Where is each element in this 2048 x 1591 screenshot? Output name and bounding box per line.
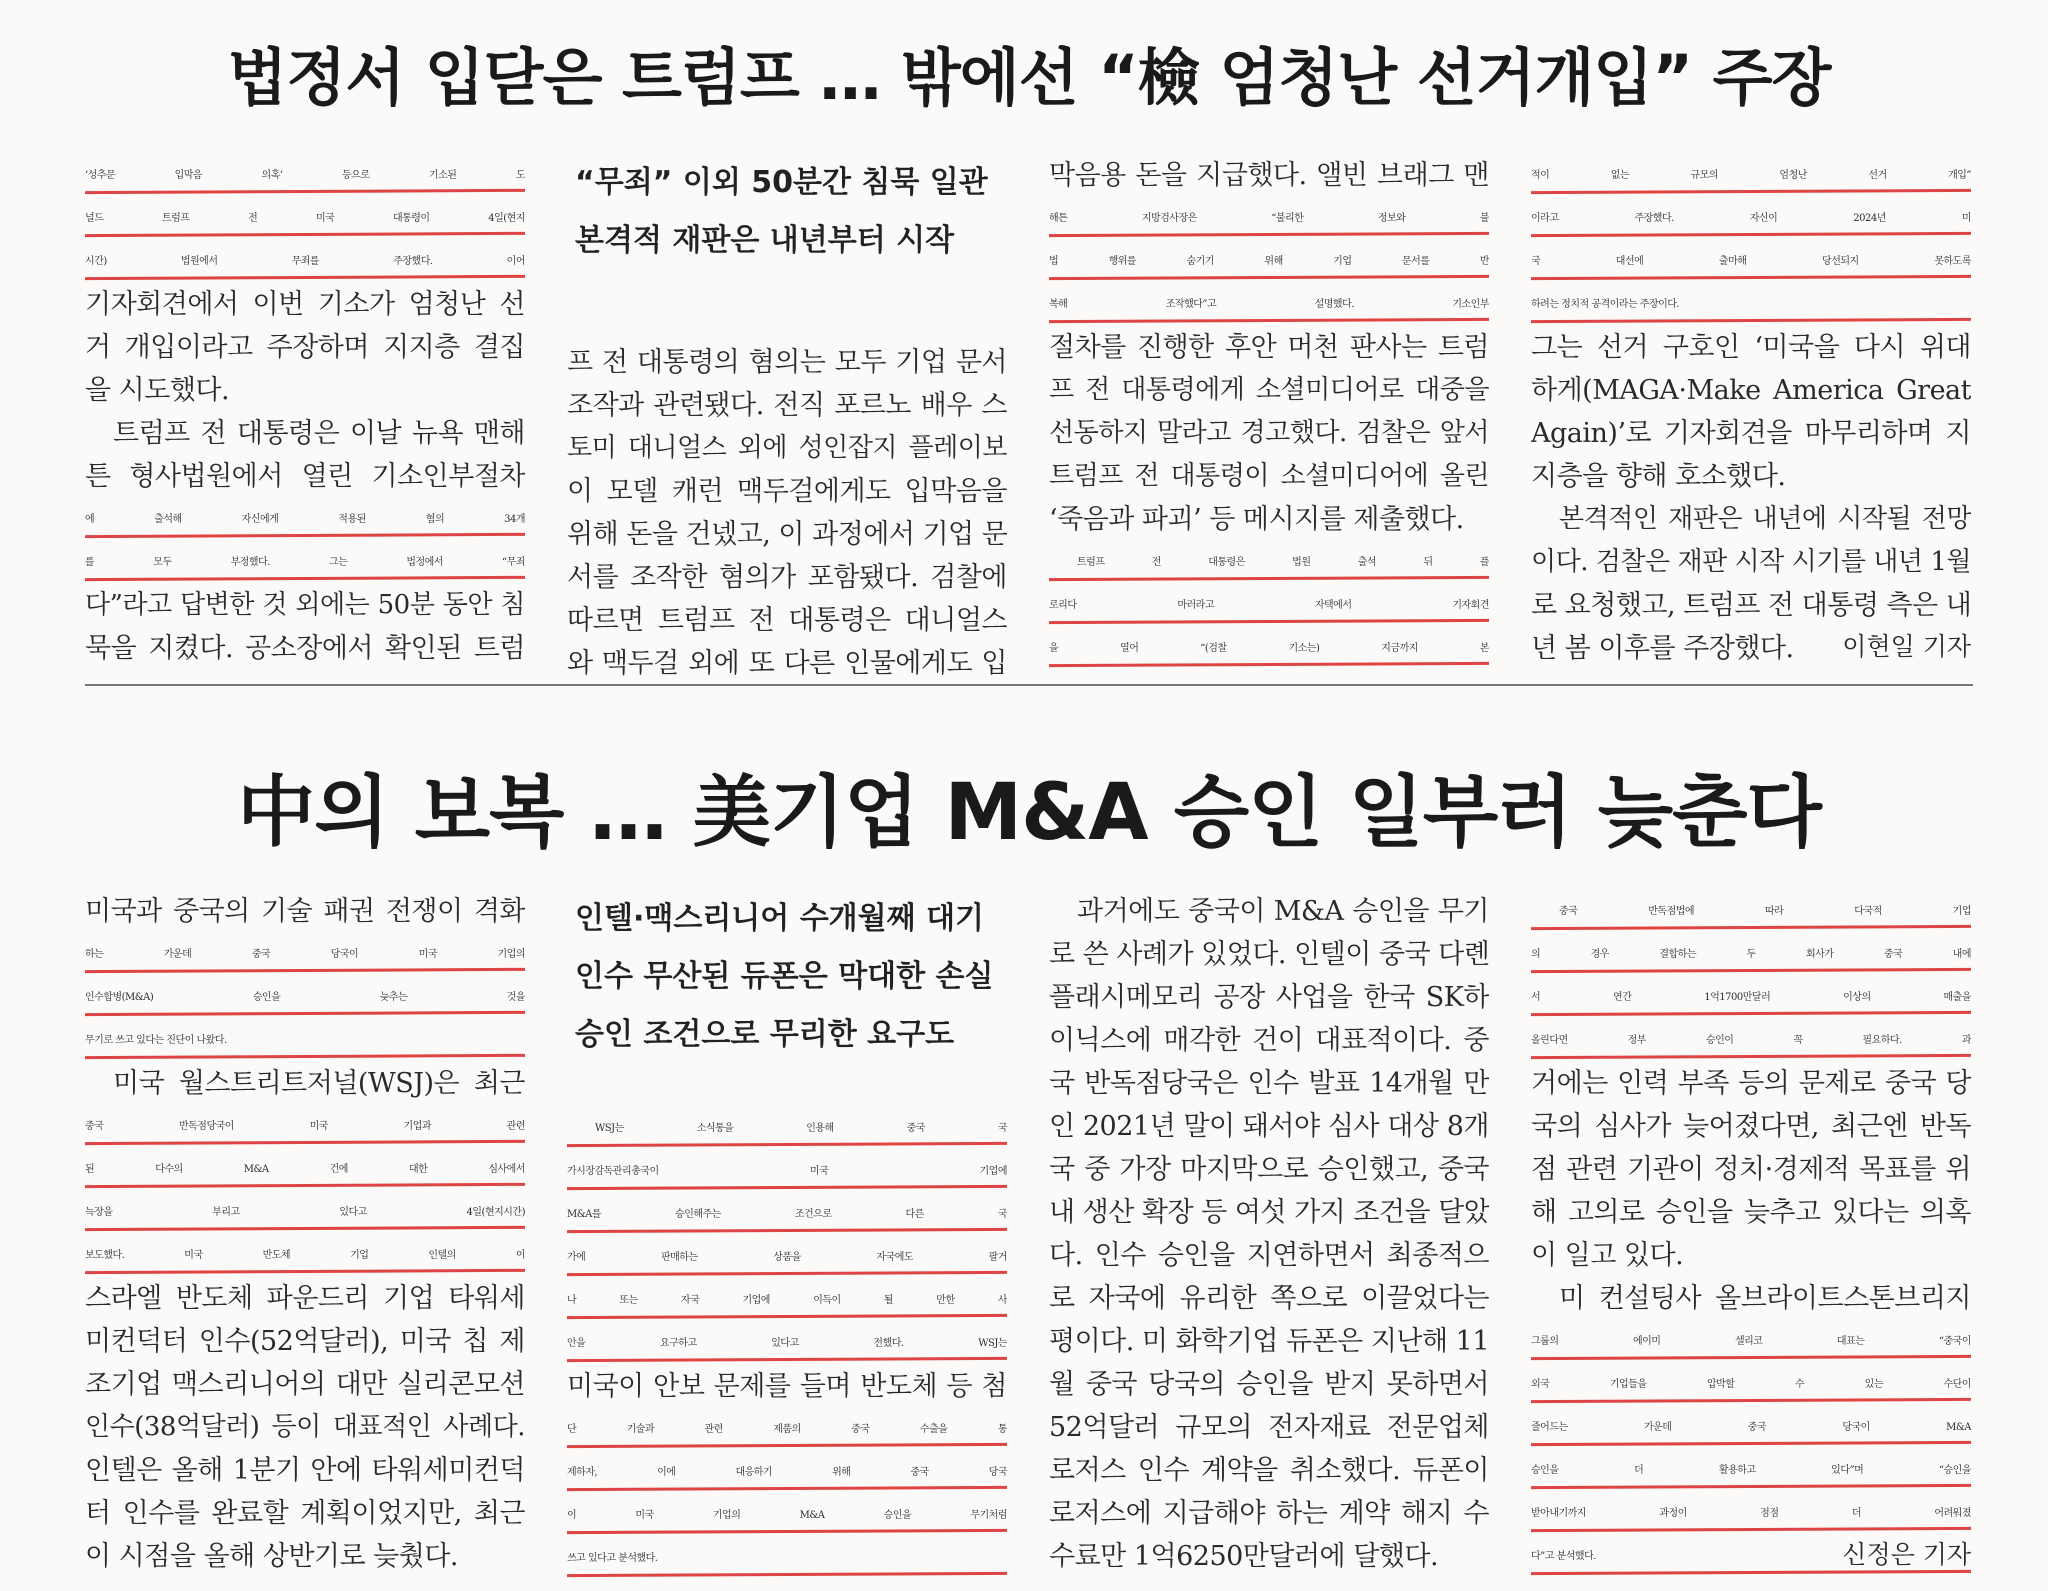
article-trump [85,0,1973,680]
text-line: 트럼프 전 대통령이 소셜미디어에 올린 [1049,461,1489,491]
underlined-text-line: 외국 기업들을 압박할 수 있는 수단이 [1531,1363,1971,1406]
text-line: 로 쓴 사례가 있었다. 인텔이 중국 다롄 [1049,939,1489,970]
underlined-text-line: 로리다 마러라고 자택에서 기자회견 [1049,584,1489,627]
text-line: 로저스에 지급해야 하는 계약 해지 수 [1049,1498,1489,1529]
article1-col2 [567,154,1007,685]
text-line: 년 봄 이후를 주장했다. [1531,633,1794,664]
text-line: 과거에도 중국이 M&A 승인을 무기 [1077,896,1489,927]
article1-col2-body [567,341,1007,685]
text-line: 인 2021년 말이 돼서야 심사 대상 8개 [1049,1111,1489,1142]
text-line: 본격적인 재판은 내년에 시작될 전망 [1559,504,1971,534]
article2-col2 [567,890,1007,1580]
article2-col1 [85,890,525,1578]
headline-china-ma: 中의 보복 … 美기업 M&A 승인 일부러 늦춘다 [237,768,1821,858]
underlined-text-line: 이라고 주장했다. 자신이 2024년 미 [1531,197,1971,240]
article1-col4 [1531,154,1971,670]
article2-subhead [575,890,1007,1064]
text-line: 월 중국 당국의 승인을 받지 못하면서 [1049,1369,1489,1400]
text-line: 트럼프 전 대통령은 이날 뉴욕 맨해 [113,418,525,449]
underlined-text-line: 다”고 분석했다. [1531,1535,1971,1578]
text-line: 그는 선거 구호인 ‘미국을 다시 위대 [1531,332,1971,363]
text-line: 다. 인수 승인을 지연하면서 최종적으 [1049,1240,1489,1271]
text-line: 서를 조작한 혐의가 포함됐다. 검찰에 [567,562,1007,593]
article1-subhead [575,154,1007,270]
text-line: 절차를 진행한 후안 머천 판사는 트럼 [1049,332,1489,363]
underlined-text-line: 서 연간 1억1700만달러 이상의 매출을 [1531,976,1971,1019]
section-divider [85,684,1973,686]
text-line: 거에는 인력 부족 등의 문제로 중국 당 [1531,1068,1971,1099]
text-line: 로저스 인수 계약을 취소했다. 듀폰이 [1049,1455,1489,1486]
text-line: 따르면 트럼프 전 대통령은 대니얼스 [567,605,1007,636]
text-line: 미컨덕터 인수(52억달러), 미국 칩 제 [85,1326,525,1357]
text-line: 튼 형사법원에서 열린 기소인부절차 [85,461,525,492]
text-line: 내 생산 확장 등 여섯 가지 조건을 달았 [1049,1197,1489,1228]
text-line: 로 요청했고, 트럼프 전 대통령 측은 내 [1531,590,1971,621]
text-line: 토미 대니얼스 외에 성인잡지 플레이보 [567,433,1007,463]
headline-trump: 법정서 입닫은 트럼프 … 밖에선 “檢 엄청난 선거개입” 주장 [227,41,1831,114]
underlined-text-line: 무기로 쓰고 있다는 진단이 나왔다. [85,1019,525,1062]
text-line: 이 시점을 올해 상반기로 늦췄다. [85,1541,458,1572]
underlined-text-line: WSJ는 소식통을 인용해 중국 국 [567,1107,1007,1150]
text-line: 이닉스에 매각한 건이 대표적이다. 중 [1049,1025,1489,1056]
article2-col3 [1049,890,1489,1578]
subhead-line: 인텔·맥스리니어 수개월째 대기 [575,901,985,936]
text-line: 52억달러 규모의 전자재료 전문업체 [1049,1412,1489,1443]
text-line: 막음용 돈을 지급했다. 앨빈 브래그 맨 [1049,160,1489,191]
text-line: 선동하지 말라고 경고했다. 검찰은 앞서 [1049,418,1489,448]
text-line: 이 일고 있다. [1531,1240,1684,1271]
article2-col2-body [567,1107,1007,1580]
article-china-ma [85,700,1973,1591]
text-line: 거 개입이라고 주장하며 지지층 결집 [85,332,525,363]
underlined-text-line: 적이 없는 규모의 엄청난 선거 개입” [1531,154,1971,197]
underlined-text-line: 복해 조작했다”고 설명했다. 기소인부 [1049,283,1489,326]
subhead-line: 본격적 재판은 내년부터 시작 [575,223,955,258]
underlined-text-line: 하는 가운데 중국 당국이 미국 기업의 [85,933,525,976]
underlined-text-line: 승인을 더 활용하고 있다”며 “승인을 [1531,1449,1971,1492]
text-line: 인텔은 올해 1분기 안에 타워세미컨덕 [85,1455,525,1486]
text-line: 을 시도했다. [85,375,230,406]
text-line: 이 모델 캐런 맥두걸에게도 입막음을 [567,476,1007,507]
underlined-text-line: 이 미국 기업의 M&A 승인을 무기처럼 [567,1494,1007,1537]
text-line: 프 전 대통령에게 소셜미디어로 대중을 [1049,375,1489,405]
underlined-text-line: 트럼프 전 대통령은 법원 출석 뒤 플 [1049,541,1489,584]
underlined-text-line: 에 출석해 자신에게 적용된 혐의 34개 [85,498,525,541]
text-line: 미국 월스트리트저널(WSJ)은 최근 [113,1068,525,1099]
text-line: 조기업 맥스리니어의 대만 실리콘모션 [85,1369,525,1400]
text-line: 기자회견에서 이번 기소가 엄청난 선 [85,289,525,320]
text-line: 터 인수를 완료할 계획이었지만, 최근 [85,1498,525,1529]
text-line: 평이다. 미 화학기업 듀폰은 지난해 11 [1049,1326,1489,1357]
text-line: 미국과 중국의 기술 패권 전쟁이 격화 [85,896,525,927]
underlined-text-line: ‘성추문 입막음 의혹’ 등으로 기소된 도 [85,154,525,197]
text-line: 하게(MAGA·Make America Great [1531,375,1971,406]
text-line: Again)’로 기자회견을 마무리하며 지 [1531,418,1971,449]
text-line: 위해 돈을 건넸고, 이 과정에서 기업 문 [567,519,1007,550]
underlined-text-line: 을 열어 “(검찰 기소는) 지금까지 본 [1049,627,1489,670]
underlined-text-line: 해튼 지방검사장은 “불리한 정보와 불 [1049,197,1489,240]
text-line: 다”라고 답변한 것 외에는 50분 동안 침 [85,590,525,620]
article2-col4 [1531,890,1971,1578]
underlined-text-line: 인수합병(M&A) 승인을 늦추는 것을 [85,976,525,1019]
text-line: 로 자국에 유리한 쪽으로 이끌었다는 [1049,1283,1489,1314]
underlined-text-line: 가시장감독관리총국이 미국 기업에 [567,1150,1007,1193]
byline: 신정은 기자 [1842,1540,1971,1569]
underlined-text-line: 중국 반독점당국이 미국 기업과 관련 [85,1105,525,1148]
underlined-text-line: 단 기술과 관련 제품의 중국 수출을 통 [567,1408,1007,1451]
article1-col4-body [1531,154,1971,670]
underlined-text-line: 시간) 법원에서 무죄를 주장했다. 이어 [85,240,525,283]
subhead-line: 승인 조건으로 무리한 요구도 [575,1017,955,1052]
underlined-text-line: 그룹의 에이미 셀리코 대표는 “중국이 [1531,1320,1971,1363]
underlined-text-line: 늑장을 부리고 있다고 4일(현지시간) [85,1191,525,1234]
text-line: 점 관련 기관이 정치·경제적 목표를 위 [1531,1154,1971,1185]
underlined-text-line: 쓰고 있다고 분석했다. [567,1537,1007,1580]
text-line: 국 중 가장 마지막으로 승인했고, 중국 [1049,1154,1489,1185]
text-line: 스라엘 반도체 파운드리 기업 타워세 [85,1283,525,1314]
underlined-text-line: 법 행위를 숨기기 위해 기업 문서를 반 [1049,240,1489,283]
subhead-line: 인수 무산된 듀폰은 막대한 손실 [575,959,994,994]
text-line: 해 고의로 승인을 늦추고 있다는 의혹 [1531,1197,1971,1228]
text-line: 지층을 향해 호소했다. [1531,461,1786,492]
underlined-text-line: 줄어드는 가운데 중국 당국이 M&A [1531,1406,1971,1449]
underlined-text-line: M&A를 승인해주는 조건으로 다른 국 [567,1193,1007,1236]
underlined-text-line: 국 대선에 출마해 당선되지 못하도록 [1531,240,1971,283]
text-line: 이다. 검찰은 재판 시작 시기를 내년 1월 [1531,547,1971,577]
underlined-text-line: 받아내기까지 과정이 점점 더 어려워졌 [1531,1492,1971,1535]
text-line: 묵을 지켰다. 공소장에서 확인된 트럼 [85,633,525,664]
article2-col4-body [1531,890,1971,1578]
underlined-text-line: 나 또는 자국 기업에 이득이 될 만한 사 [567,1279,1007,1322]
underlined-text-line: 보도했다. 미국 반도체 기업 인텔의 이 [85,1234,525,1277]
text-line: 인수(38억달러) 등이 대표적인 사례다. [85,1412,525,1442]
text-line: 프 전 대통령의 혐의는 모두 기업 문서 [567,347,1007,378]
text-line: 미국이 안보 문제를 들며 반도체 등 첨 [567,1371,1007,1402]
underlined-text-line: 의 경우 결합하는 두 회사가 중국 내에 [1531,933,1971,976]
underlined-text-line: 가에 판매하는 상품을 자국에도 팔거 [567,1236,1007,1279]
underlined-text-line: 중국 반독점법에 따라 다국적 기업 [1531,890,1971,933]
text-line: 국 반독점당국은 인수 발표 14개월 만 [1049,1068,1489,1099]
text-line: 미 컨설팅사 올브라이트스톤브리지 [1559,1283,1971,1314]
text-line: 수료만 1억6250만달러에 달했다. [1049,1541,1439,1572]
text-line: 플래시메모리 공장 사업을 한국 SK하 [1049,982,1489,1013]
underlined-text-line: 를 모두 부정했다. 그는 법정에서 “무죄 [85,541,525,584]
underlined-text-line: 널드 트럼프 전 미국 대통령이 4일(현지 [85,197,525,240]
underlined-text-line: 하려는 정치적 공격이라는 주장이다. [1531,283,1971,326]
underlined-text-line: 올린다면 정부 승인이 꼭 필요하다. 과 [1531,1019,1971,1062]
text-line: 국의 심사가 늦어졌다면, 최근엔 반독 [1531,1111,1971,1142]
underlined-text-line: 안을 요구하고 있다고 전했다. WSJ는 [567,1322,1007,1365]
byline: 이현일 기자 [1842,632,1971,661]
underlined-text-line: 제하자, 이에 대응하기 위해 중국 당국 [567,1451,1007,1494]
article1-col1 [85,154,525,670]
article1-col3 [1049,154,1489,670]
text-line: 조작과 관련됐다. 전직 포르노 배우 스 [567,390,1007,421]
text-line: ‘죽음과 파괴’ 등 메시지를 제출했다. [1049,504,1464,535]
underlined-text-line: 된 다수의 M&A 건에 대한 심사에서 [85,1148,525,1191]
subhead-line: “무죄” 이외 50분간 침묵 일관 [575,165,988,200]
text-line: 와 맥두걸 외에 또 다른 인물에게도 입 [567,648,1007,679]
